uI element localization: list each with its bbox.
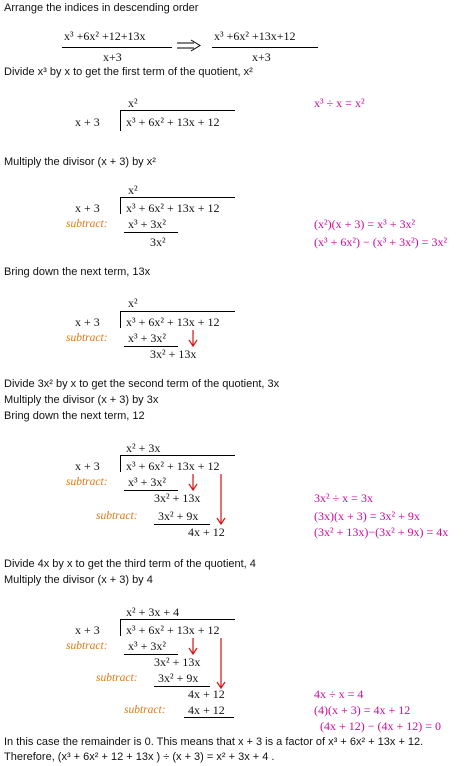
step5-side-note-2: (4)(x + 3) = 4x + 12 (314, 703, 411, 717)
step4-bring-down-arrow-12-icon (216, 474, 226, 526)
step5-subtract-line-3 (184, 717, 234, 718)
step4-side-note-2: (3x)(x + 3) = 3x² + 9x (314, 509, 420, 523)
fraction-left-bar (62, 47, 172, 48)
step3-dividend: x³ + 6x² + 13x + 12 (126, 315, 220, 329)
step5-text-1: Divide 4x by x to get the third term of the quotient, 4 (4, 558, 256, 570)
step2-text: Multiply the divisor (x + 3) by x² (4, 156, 156, 168)
step2-divisor: x + 3 (75, 201, 100, 215)
step4-quotient: x² + 3x (126, 441, 161, 455)
step2-remainder: 3x² (150, 235, 166, 249)
fraction-right-numerator: x³ +6x² +13x+12 (214, 29, 296, 43)
step5-side-note-3: (4x + 12) − (4x + 12) = 0 (320, 719, 442, 733)
step4-product-2: 3x² + 9x (158, 509, 199, 523)
step2-quotient: x² (128, 183, 138, 197)
step3-remainder: 3x² + 13x (150, 347, 197, 361)
step4-remainder-1: 3x² + 13x (154, 491, 201, 505)
step4-divisor: x + 3 (75, 459, 100, 473)
step1-text: Divide x³ by x to get the first term of the quotient, x² (4, 66, 253, 78)
step3-product: x³ + 3x² (128, 331, 166, 345)
conclusion-line-2: Therefore, (x³ + 6x² + 12 + 13x ) ÷ (x + 3) = x² + 3x + 4 . (4, 751, 275, 763)
step2-subtract-line (124, 232, 178, 233)
conclusion-line-1: In this case the remainder is 0. This means that x + 3 is a factor of x³ + 6x² + 13x + 12. (4, 736, 424, 748)
step4-text-1: Divide 3x² by x to get the second term of the quotient, 3x (4, 378, 280, 390)
step5-product-2: 3x² + 9x (158, 671, 199, 685)
fraction-left-denominator: x+3 (103, 50, 122, 64)
step2-dividend: x³ + 6x² + 13x + 12 (126, 201, 220, 215)
step5-subtract-label-2: subtract: (96, 672, 138, 684)
step4-text-2: Multiply the divisor (x + 3) by 3x (4, 394, 159, 406)
step5-remainder-2: 4x + 12 (188, 687, 225, 701)
step5-side-note-1: 4x ÷ x = 4 (314, 687, 364, 701)
step5-bring-down-arrow-12-icon (216, 638, 226, 690)
step3-quotient: x² (128, 296, 138, 310)
step4-dividend: x³ + 6x² + 13x + 12 (126, 459, 220, 473)
step4-product-1: x³ + 3x² (128, 475, 166, 489)
step4-text-3: Bring down the next term, 12 (4, 410, 145, 422)
fraction-left-numerator: x³ +6x² +12+13x (64, 29, 146, 43)
step5-subtract-label-1: subtract: (66, 640, 108, 652)
step4-subtract-label-2: subtract: (96, 510, 138, 522)
step1-divisor: x + 3 (75, 115, 100, 129)
step5-dividend: x³ + 6x² + 13x + 12 (126, 623, 220, 637)
step1-quotient: x² (128, 96, 138, 110)
step5-product-1: x³ + 3x² (128, 639, 166, 653)
step4-bring-down-arrow-13x-icon (188, 474, 198, 492)
step2-side-note-1: (x²)(x + 3) = x³ + 3x² (314, 217, 416, 231)
step5-divisor: x + 3 (75, 623, 100, 637)
instruction-text: Arrange the indices in descending order (4, 2, 199, 14)
step3-divisor: x + 3 (75, 315, 100, 329)
step5-subtract-label-3: subtract: (124, 704, 166, 716)
implies-arrow-icon (176, 40, 202, 52)
fraction-right-bar (212, 47, 318, 48)
step5-product-3: 4x + 12 (188, 703, 225, 717)
step3-bring-down-arrow-icon (188, 330, 198, 348)
step1-side-note: x³ ÷ x = x² (314, 96, 365, 110)
step4-side-note-3: (3x² + 13x)−(3x² + 9x) = 4x (314, 525, 449, 539)
step2-subtract-label: subtract: (66, 218, 108, 230)
step5-text-2: Multiply the divisor (x + 3) by 4 (4, 574, 153, 586)
step1-dividend: x³ + 6x² + 13x + 12 (126, 115, 220, 129)
step2-side-note-2: (x³ + 6x²) − (x³ + 3x²) = 3x² (314, 235, 448, 249)
step2-product: x³ + 3x² (128, 217, 166, 231)
step4-subtract-label-1: subtract: (66, 476, 108, 488)
step5-bring-down-arrow-13x-icon (188, 638, 198, 656)
step3-text: Bring down the next term, 13x (4, 266, 151, 278)
step3-subtract-label: subtract: (66, 332, 108, 344)
step5-quotient: x² + 3x + 4 (126, 605, 180, 619)
step4-side-note-1: 3x² ÷ x = 3x (314, 491, 373, 505)
step4-remainder-2: 4x + 12 (188, 525, 225, 539)
fraction-right-denominator: x+3 (252, 50, 271, 64)
step5-remainder-1: 3x² + 13x (154, 655, 201, 669)
